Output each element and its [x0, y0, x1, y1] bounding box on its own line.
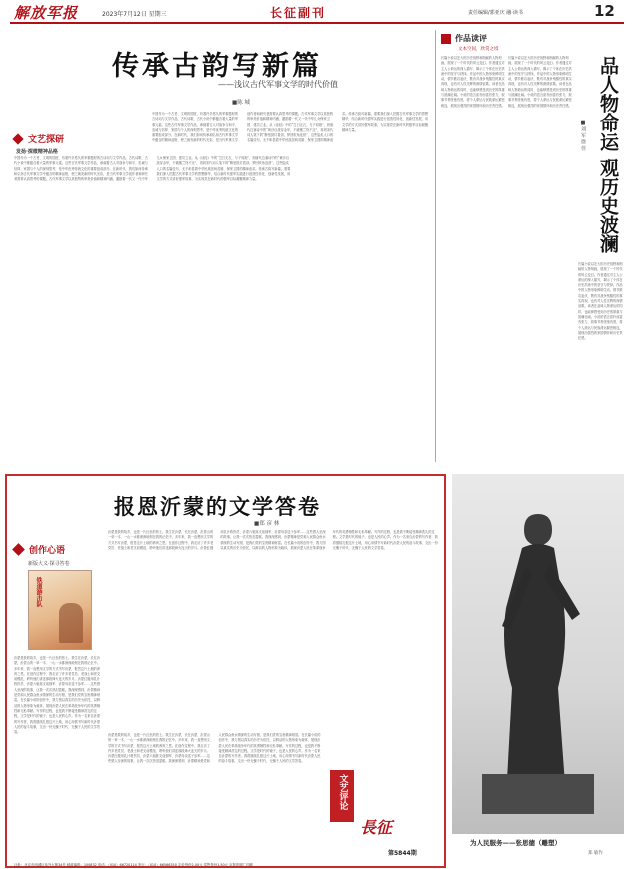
- top-article-lead: 发扬·探微精神品格: [16, 149, 58, 155]
- tag-chuangzuo: [14, 543, 65, 556]
- sidebar-title: 品人物命运 观历史波澜: [597, 56, 619, 253]
- sidebar-divider: [435, 30, 436, 462]
- book-cover-title: 铁道游击队: [35, 577, 42, 607]
- masthead: [0, 0, 634, 22]
- sidebar-body-1: 长篇小说以宏大的历史视野和细腻的人物刻画，展现了一个时代的风云变幻。作者通过对主人公命运的深入描写，揭示了个体在历史洪流中的坚守与抉择。作品中的人物形象鲜明生动，情节跌宕起伏，既有对战争残酷性的真实再现，也有对人性光辉的深情讴歌。读者在品味人物命运的同时，也能够感受到历史的厚重与波澜壮阔。小说的语言质朴而富有张力，叙事节奏张弛有度，将个人命运与民族命运紧密相连，展现出强烈的家国情怀和历史责任感。: [441, 56, 505, 108]
- book-label: 新版大义·探寻答卷: [28, 561, 70, 567]
- sculpture-photo: [452, 474, 624, 834]
- seal-line-2: 评论: [337, 792, 348, 810]
- sculpture-silhouette: [452, 474, 624, 834]
- section-title: 长征副刊: [270, 6, 327, 20]
- tag-marker: [12, 133, 23, 144]
- book-cover: [28, 570, 92, 650]
- sidebar-body-2: 长篇小说以宏大的历史视野和细腻的人物刻画，展现了一个时代的风云变幻。作者通过对主人公命运的深入描写，揭示了个体在历史洪流中的坚守与抉择。作品中的人物形象鲜明生动，情节跌宕起伏，既有对战争残酷性的真实再现，也有对人性光辉的深情讴歌。读者在品味人物命运的同时，也能够感受到历史的厚重与波澜壮阔。小说的语言质朴而富有张力，叙事节奏张弛有度，将个人命运与民族命运紧密相连，展现出强烈的家国情怀和历史责任感。: [508, 56, 572, 108]
- photo-credit: 郑 敏作: [588, 851, 603, 856]
- seal-line-1: 文艺: [337, 774, 348, 792]
- top-article-title: 传承古韵写新篇: [112, 51, 322, 82]
- bottom-body-lower: 沂蒙是我的故乡，也是一片红色的热土。我生在沂蒙，长在沂蒙，沂蒙山的一草一木、一山一水都深深地刻在我的记忆中。多年来，我一直想用文学的方式书写沂蒙，报答这片土地的养育之恩。在创作过程中，我走访了许多老党员、老战士和老支前模范，聆听他们讲述那段烽火连天的岁月。沂蒙红嫂用乳汁救伤员、沂蒙六姐妹支前拥军、沂蒙母亲送子参军……这些感人至深的故事，让我一次次热泪盈眶。我深深感到，沂蒙精神是党和人民群众鱼水情深的生动写照，是我们党的宝贵精神财富。在长篇小说的创作中，我力图以真实的历史为依托，以鲜活的人物形象为载体，展现沂蒙人民在革命战争年代的英勇牺牲和无私奉献。写作的过程，也是我不断接受精神洗礼的过程。文学是时代的镜子，也是人民的心声。作为一名来自沂蒙的写作者，我将继续扎根这片土地，用心用情书写新时代沂蒙人民的奋斗故事，交出一份无愧于时代、无愧于人民的文学答卷。: [108, 733, 321, 764]
- photo-caption: 为人民服务——张思德（雕塑）: [470, 839, 561, 847]
- changzheng-signature: 長征: [360, 818, 393, 837]
- bottom-body-main: 沂蒙是我的故乡，也是一片红色的热土。我生在沂蒙，长在沂蒙，沂蒙山的一草一木、一山一水都深深地刻在我的记忆中。多年来，我一直想用文学的方式书写沂蒙，报答这片土地的养育之恩。在创作过程中，我走访了许多老党员、老战士和老支前模范，聆听他们讲述那段烽火连天的岁月。沂蒙红嫂用乳汁救伤员、沂蒙六姐妹支前拥军、沂蒙母亲送子参军……这些感人至深的故事，让我一次次热泪盈眶。我深深感到，沂蒙精神是党和人民群众鱼水情深的生动写照，是我们党的宝贵精神财富。在长篇小说的创作中，我力图以真实的历史为依托，以鲜活的人物形象为载体，展现沂蒙人民在革命战争年代的英勇牺牲和无私奉献。写作的过程，也是我不断接受精神洗礼的过程。文学是时代的镜子，也是人民的心声。作为一名来自沂蒙的写作者，我将继续扎根这片土地，用心用情书写新时代沂蒙人民的奋斗故事，交出一份无愧于时代、无愧于人民的文学答卷。: [108, 530, 438, 550]
- issue-number: 第5844期: [388, 850, 417, 857]
- sidebar-body-3: 长篇小说以宏大的历史视野和细腻的人物刻画，展现了一个时代的风云变幻。作者通过对主人公命运的深入描写，揭示了个体在历史洪流中的坚守与抉择。作品中的人物形象鲜明生动，情节跌宕起伏，既有对战争残酷性的真实再现，也有对人性光辉的深情讴歌。读者在品味人物命运的同时，也能够感受到历史的厚重与波澜壮阔。小说的语言质朴而富有张力，叙事节奏张弛有度，将个人命运与民族命运紧密相连，展现出强烈的家国情怀和历史责任感。: [578, 262, 623, 341]
- top-article-author: ■陈 城: [232, 100, 250, 106]
- sidebar-author: ■刘 军 徐 佳: [580, 120, 586, 151]
- top-article-subtitle: ——浅议古代军事文学的时代价值: [218, 80, 338, 89]
- tag-wenyi-tanyan: [14, 132, 92, 145]
- top-article-body-main: 中国作为一个古老、文明的国度，有着许多悠久的军事题材的古诗词与文学作品，古代诗歌、古代小说中都蕴含着大量的军事元素。这些古代军事文学作品，承载着古人对战争与和平、忠诚与信仰、家国与个人的深刻思考，是中华优秀传统文化的重要组成部分。在新时代，我们如何传承和弘扬古代军事文学中蕴含的精神品格，使之焕发新的时代光彩，是当代军事文学创作者和研究者需要认真思考的课题。古代军事文学以其独特的审美价值和精神内涵，激励着一代又一代中华儿女保家卫国、建功立业。从《诗经》中的“岂曰无衣，与子同袍”，到唐代边塞诗中的“黄沙百战穿金甲，不破楼兰终不还”，再到宋代词人笔下的“醉里挑灯看剑，梦回吹角连营”，这些脍炙人口的名篇佳句，无不彰显着中华民族崇尚英雄、保家卫国的精神追求。传承古韵写新篇，需要我们深入挖掘古代军事文学的思想精华，结合新时代强军实践进行创造性转化、创新性发展，用文学的方式讲好强军故事，为实现党在新时代的强军目标凝聚精神力量。: [152, 112, 429, 143]
- top-article-body-left: 中国作为一个古老、文明的国度，有着许多悠久的军事题材的古诗词与文学作品，古代诗歌、古代小说中都蕴含着大量的军事元素。这些古代军事文学作品，承载着古人对战争与和平、忠诚与信仰、家国与个人的深刻思考，是中华优秀传统文化的重要组成部分。在新时代，我们如何传承和弘扬古代军事文学中蕴含的精神品格，使之焕发新的时代光彩，是当代军事文学创作者和研究者需要认真思考的课题。古代军事文学以其独特的审美价值和精神内涵，激励着一代又一代中华儿女保家卫国、建功立业。从《诗经》中的“岂曰无衣，与子同袍”，到唐代边塞诗中的“黄沙百战穿金甲，不破楼兰终不还”，再到宋代词人笔下的“醉里挑灯看剑，梦回吹角连营”，这些脍炙人口的名篇佳句，无不彰显着中华民族崇尚英雄、保家卫国的精神追求。传承古韵写新篇，需要我们深入挖掘古代军事文学的思想精华，结合新时代强军实践进行创造性转化、创新性发展，用文学的方式讲好强军故事，为实现党在新时代的强军目标凝聚精神力量。: [14, 156, 291, 182]
- sidebar-tag-label: 作品读评: [455, 34, 487, 43]
- editor-line: 责任编辑/郭亚庆 融·读书: [468, 10, 523, 16]
- bottom-article-author: ■郑 彦 林: [254, 521, 280, 527]
- bottom-article-title: 报恩沂蒙的文学答卷: [114, 494, 321, 519]
- book-cover-figure: [59, 603, 83, 643]
- page-number: 12: [594, 2, 615, 20]
- masthead-date: 2023年7月12日 星期三: [102, 11, 167, 18]
- bottom-body-col1: 沂蒙是我的故乡，也是一片红色的热土。我生在沂蒙，长在沂蒙，沂蒙山的一草一木、一山一水都深深地刻在我的记忆中。多年来，我一直想用文学的方式书写沂蒙，报答这片土地的养育之恩。在创作过程中，我走访了许多老党员、老战士和老支前模范，聆听他们讲述那段烽火连天的岁月。沂蒙红嫂用乳汁救伤员、沂蒙六姐妹支前拥军、沂蒙母亲送子参军……这些感人至深的故事，让我一次次热泪盈眶。我深深感到，沂蒙精神是党和人民群众鱼水情深的生动写照，是我们党的宝贵精神财富。在长篇小说的创作中，我力图以真实的历史为依托，以鲜活的人物形象为载体，展现沂蒙人民在革命战争年代的英勇牺牲和无私奉献。写作的过程，也是我不断接受精神洗礼的过程。文学是时代的镜子，也是人民的心声。作为一名来自沂蒙的写作者，我将继续扎根这片土地，用心用情书写新时代沂蒙人民的奋斗故事，交出一份无愧于时代、无愧于人民的文学答卷。: [14, 656, 101, 735]
- tag-chuangzuo-label: 创作心语: [29, 546, 66, 556]
- footer-line: 社址：北京市西城区阜外大街34号 邮政编码：100832 电话：（010）66720114 发行：（010）66566350 定价每份2.00元 零售每份1.50元 京报印刷厂印刷: [14, 863, 253, 867]
- wenyi-pinglun-seal: [330, 770, 354, 822]
- tag-label: 文艺探研: [28, 135, 65, 145]
- tag-marker-2: [12, 543, 25, 556]
- sidebar-tag: [441, 33, 487, 44]
- masthead-rule: [10, 22, 624, 24]
- sidebar-tag-icon: [441, 34, 451, 44]
- masthead-logo: 解放军报: [14, 4, 79, 22]
- sidebar-tag-sub: 文本空间，欣赏之境: [458, 47, 499, 52]
